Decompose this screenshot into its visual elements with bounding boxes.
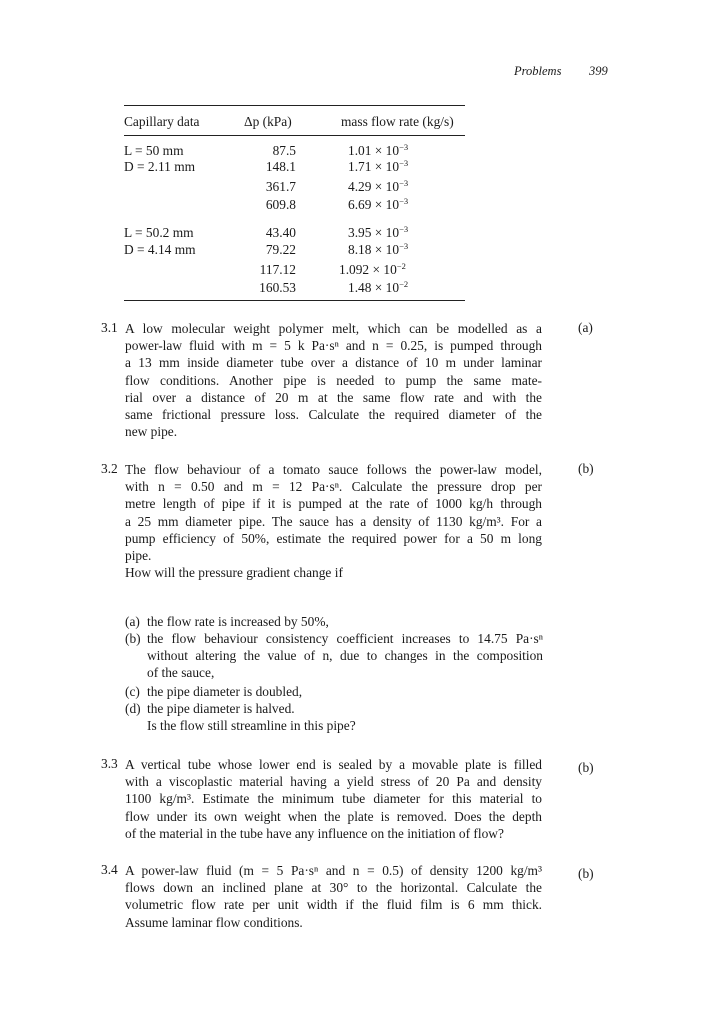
dp-value: 148.1 (265, 159, 296, 174)
flow-value: $3.95 \times 10^{-3}$ (348, 224, 409, 240)
problem-number: 3.2 (101, 461, 118, 476)
problem-number: 3.4 (101, 862, 118, 877)
col-header-flow: mass flow rate (kg/s) (341, 114, 454, 129)
problem-number: 3.3 (101, 756, 118, 771)
page-header (514, 64, 608, 79)
dp-value: 43.40 (265, 225, 296, 240)
difficulty-level: (b) (578, 760, 594, 775)
difficulty-level: (a) (578, 320, 593, 335)
param-length: L = 50.2 mm (124, 225, 194, 240)
difficulty-level: (b) (578, 461, 594, 476)
col-header-capillary: Capillary data (124, 114, 200, 129)
param-diameter: D = 2.11 mm (124, 159, 196, 174)
param-length: L = 50 mm (124, 143, 184, 158)
problem-text: The flow behaviour of a tomato sauce follows the power-law model, with n = 0.50 and m = 12 Pa·sⁿ. Calculate the pressure drop per metre length of pipe if it is pumped at the rate of 1000 kg/h through a 25 mm diameter pipe. The sauce has a density of 1130 kg/m³. For a pump efficiency of 50%, estimate the required power for a 50 m long pipe. How will the pressure gradient change if (125, 462, 542, 581)
dp-value: 79.22 (265, 242, 296, 257)
difficulty-level: (b) (578, 866, 594, 881)
flow-value: $1.48 \times 10^{-2}$ (348, 279, 409, 295)
flow-value: $8.18 \times 10^{-3}$ (348, 241, 409, 257)
running-title: Problems (514, 64, 562, 78)
table-bottom-rule (124, 300, 465, 301)
dp-value: 117.12 (259, 262, 296, 277)
col-header-dp: Δp (kPa) (244, 114, 292, 129)
flow-value: $1.092 \times 10^{-2}$ (339, 261, 406, 277)
flow-value: $1.01 \times 10^{-3}$ (348, 142, 409, 158)
page-number: 399 (589, 64, 608, 78)
dp-value: 160.53 (259, 280, 296, 295)
param-diameter: D = 4.14 mm (124, 242, 196, 257)
flow-value: $6.69 \times 10^{-3}$ (348, 196, 409, 212)
table-top-rule (124, 105, 465, 106)
problem-text: A low molecular weight polymer melt, which can be modelled as a power-law fluid with m = 5 k Pa·sⁿ and n = 0.25, is pumped through a 13 mm inside diameter tube over a distance of 10 m under laminar flow conditions. Another pipe is needed to pump the same mate- rial over a distance of 20 m at the same flow rate and with the same frictional pressure loss. Calculate the required diameter of the new pipe. (125, 321, 542, 440)
table-header-rule (124, 135, 465, 136)
question: How will the pressure gradient change if (125, 565, 343, 581)
problem-number: 3.1 (101, 320, 118, 335)
flow-value: $1.71 \times 10^{-3}$ (348, 158, 409, 174)
flow-value: $4.29 \times 10^{-3}$ (348, 178, 409, 194)
dp-value: 87.5 (272, 143, 296, 158)
problem-text: A vertical tube whose lower end is sealed by a movable plate is filled with a viscoplastic material having a yield stress of 20 Pa and density 1100 kg/m³. Estimate the minimum tube diameter for this material to flow under its own weight when the plate is removed. Does the depth of the material in the tube have any influence on the initiation of flow? (125, 757, 542, 841)
problem-text: A power-law fluid (m = 5 Pa·sⁿ and n = 0.5) of density 1200 kg/m³ flows down an inclined plane at 30° to the horizontal. Calculate the volumetric flow rate per unit width if the fluid film is 6 mm thick. Assume laminar flow conditions. (125, 863, 542, 930)
dp-value: 609.8 (265, 197, 296, 212)
dp-value: 361.7 (265, 179, 296, 194)
